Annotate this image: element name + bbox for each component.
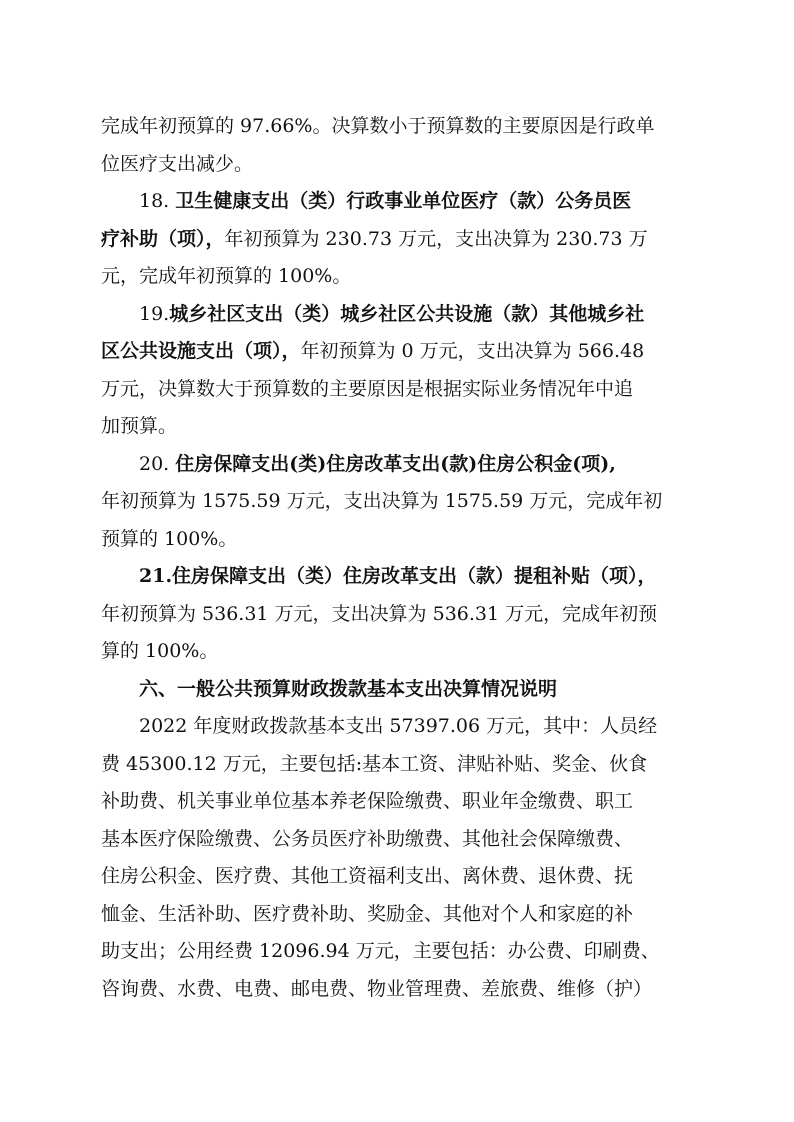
text-line: [101, 783, 701, 821]
text-line: [101, 371, 701, 409]
text-segment: 年初预算为 0 万元，支出决算为 566.48: [300, 340, 645, 362]
text-segment: 费 45300.12 万元，主要包括:基本工资、津贴补贴、奖金、伙食: [101, 752, 648, 775]
text-segment: 位医疗支出减少。: [101, 152, 254, 175]
text-line: [101, 521, 701, 559]
text-line: [101, 221, 701, 259]
text-line: [101, 483, 701, 521]
text-line: [101, 858, 701, 896]
text-line: [101, 708, 701, 746]
paragraph-p20: [101, 446, 701, 559]
text-line: [101, 446, 701, 484]
bold-text-segment: 疗补助（项），: [101, 227, 225, 250]
bold-text-segment: 卫生健康支出（类）行政事业单位医疗（款）公务员医: [175, 190, 632, 212]
paragraph-p19: [101, 296, 701, 446]
text-line: [101, 296, 701, 334]
text-segment: 年初预算为 1575.59 万元，支出决算为 1575.59 万元，完成年初: [101, 490, 663, 512]
text-line: [101, 146, 701, 184]
bold-text-segment: 住房保障支出(类)住房改革支出(款)住房公积金(项),: [175, 452, 616, 475]
text-line: [101, 971, 701, 1009]
bold-text-segment: 城乡社区支出（类）城乡社区公共设施（款）其他城乡社: [169, 302, 645, 325]
paragraph-p17-cont: [101, 108, 701, 183]
text-line: [101, 333, 701, 371]
text-segment: 恤金、生活补助、医疗费补助、奖励金、其他对个人和家庭的补: [101, 902, 634, 925]
text-line: [101, 408, 701, 446]
text-segment: 2022 年度财政拨款基本支出 57397.06 万元，其中：人员经: [139, 715, 658, 737]
bold-text-segment: 区公共设施支出（项），: [101, 340, 301, 362]
text-line: [101, 896, 701, 934]
text-line: [101, 596, 701, 634]
text-line: [101, 933, 701, 971]
text-line: [101, 633, 701, 671]
paragraph-section6-body: [101, 708, 701, 1008]
text-line: [101, 108, 701, 146]
text-segment: 算的 100%。: [101, 640, 219, 662]
text-segment: 18.: [139, 190, 176, 212]
text-segment: 年初预算为 536.31 万元，支出决算为 536.31 万元，完成年初预: [101, 602, 658, 625]
text-segment: 19.: [139, 302, 170, 325]
text-segment: 加预算。: [101, 415, 178, 437]
text-segment: 助支出；公用经费 12096.94 万元，主要包括：办公费、印刷费、: [101, 940, 660, 962]
text-segment: 20.: [139, 452, 176, 475]
text-segment: 完成年初预算的 97.66%。决算数小于预算数的主要原因是行政单: [101, 115, 655, 137]
paragraph-p18: [101, 183, 701, 296]
text-segment: 补助费、机关事业单位基本养老保险缴费、职业年金缴费、职工: [101, 790, 634, 812]
paragraph-p21: [101, 558, 701, 671]
paragraph-section6-heading: [101, 671, 701, 709]
text-segment: 年初预算为 230.73 万元，支出决算为 230.73 万: [224, 227, 648, 250]
text-line: [101, 821, 701, 859]
text-segment: 万元，决算数大于预算数的主要原因是根据实际业务情况年中追: [101, 377, 634, 400]
text-segment: 基本医疗保险缴费、公务员医疗补助缴费、其他社会保障缴费、: [101, 827, 634, 850]
document-page: [101, 108, 701, 1008]
text-line: [101, 258, 701, 296]
text-segment: 住房公积金、医疗费、其他工资福利支出、离休费、退休费、抚: [101, 865, 634, 887]
bold-text-segment: 六、一般公共预算财政拨款基本支出决算情况说明: [139, 677, 558, 700]
text-segment: 元，完成年初预算的 100%。: [101, 265, 352, 287]
bold-text-segment: 21.住房保障支出（类）住房改革支出（款）提租补贴（项），: [139, 565, 657, 587]
text-line: [101, 746, 701, 784]
text-segment: 预算的 100%。: [101, 527, 238, 550]
text-line: [101, 671, 701, 709]
text-line: [101, 183, 701, 221]
text-line: [101, 558, 701, 596]
text-segment: 咨询费、水费、电费、邮电费、物业管理费、差旅费、维修（护）: [101, 977, 653, 1000]
